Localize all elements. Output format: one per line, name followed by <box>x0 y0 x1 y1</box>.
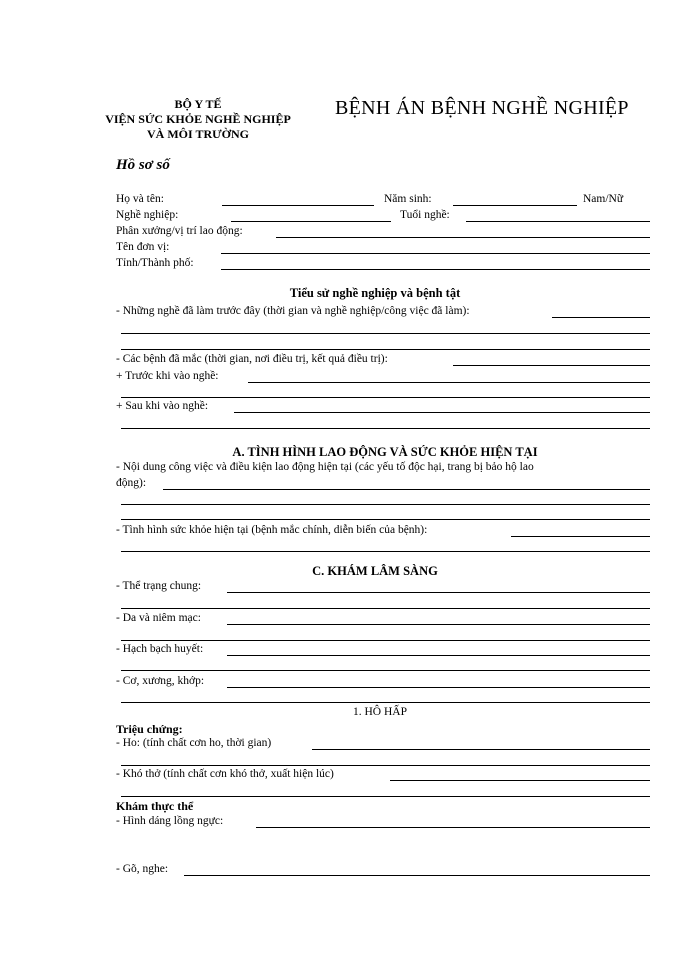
current-health-field[interactable] <box>511 536 650 537</box>
work-content-field[interactable] <box>163 489 650 490</box>
org-line-1: BỘ Y TẾ <box>174 97 222 111</box>
history-heading: Tiểu sử nghề nghiệp và bệnh tật <box>289 286 461 300</box>
name-field[interactable] <box>222 205 374 206</box>
unit-label: Tên đơn vị: <box>116 241 170 253</box>
previous-diseases-label: - Các bệnh đã mắc (thời gian, nơi điều trị, kết quả điều trị): <box>116 353 388 365</box>
workshop-field[interactable] <box>276 237 650 238</box>
skin-mucosa-field[interactable] <box>227 624 650 625</box>
before-job-line-2[interactable] <box>121 397 650 398</box>
current-health-line-2[interactable] <box>121 551 650 552</box>
percussion-label: - Gõ, nghe: <box>116 863 169 875</box>
lymph-nodes-line-2[interactable] <box>121 670 650 671</box>
gender-label: Nam/Nữ <box>583 193 624 205</box>
skin-mucosa-line-2[interactable] <box>121 640 650 641</box>
general-condition-line-2[interactable] <box>121 608 650 609</box>
after-job-field[interactable] <box>234 412 650 413</box>
respiratory-heading: 1. HÔ HẤP <box>353 706 407 718</box>
general-condition-label: - Thể trạng chung: <box>116 580 202 592</box>
current-health-label: - Tình hình sức khỏe hiện tại (bệnh mắc chính, diễn biến của bệnh): <box>116 524 428 536</box>
after-job-label: + Sau khi vào nghề: <box>116 400 209 412</box>
lymph-nodes-label: - Hạch bạch huyết: <box>116 643 204 655</box>
before-job-label: + Trước khi vào nghề: <box>116 370 219 382</box>
previous-jobs-line-2[interactable] <box>121 333 650 334</box>
musculoskeletal-label: - Cơ, xương, khớp: <box>116 675 205 687</box>
province-label: Tỉnh/Thành phố: <box>116 257 194 269</box>
section-a-heading: A. TÌNH HÌNH LAO ĐỘNG VÀ SỨC KHỎE HIỆN TẠI <box>232 445 538 459</box>
section-c-heading: C. KHÁM LÂM SÀNG <box>312 564 438 578</box>
birth-year-field[interactable] <box>453 205 577 206</box>
org-line-2: VIỆN SỨC KHỎE NGHỀ NGHIỆP <box>105 112 291 126</box>
skin-mucosa-label: - Da và niêm mạc: <box>116 612 201 624</box>
chest-shape-label: - Hình dáng lồng ngực: <box>116 815 224 827</box>
dyspnea-label: - Khó thở (tính chất cơn khó thở, xuất hiện lúc) <box>116 768 334 780</box>
job-years-label: Tuổi nghề: <box>400 209 450 221</box>
general-condition-field[interactable] <box>227 592 650 593</box>
work-content-label-cont: động): <box>116 477 147 489</box>
page-title: BỆNH ÁN BỆNH NGHỀ NGHIỆP <box>335 97 629 119</box>
occupation-field[interactable] <box>231 221 391 222</box>
lymph-nodes-field[interactable] <box>227 655 650 656</box>
org-line-3: VÀ MÔI TRƯỜNG <box>147 127 249 141</box>
symptoms-label: Triệu chứng: <box>116 722 183 736</box>
musculoskeletal-line-2[interactable] <box>121 702 650 703</box>
physical-exam-label: Khám thực thể <box>116 799 194 813</box>
work-content-line-3[interactable] <box>121 519 650 520</box>
previous-jobs-line-3[interactable] <box>121 349 650 350</box>
after-job-line-2[interactable] <box>121 428 650 429</box>
cough-field[interactable] <box>312 749 650 750</box>
dyspnea-field[interactable] <box>390 780 650 781</box>
unit-field[interactable] <box>221 253 650 254</box>
dyspnea-line-2[interactable] <box>121 796 650 797</box>
work-content-label: - Nội dung công việc và điều kiện lao động hiện tại (các yếu tố độc hại, trang bị bảo hộ lao <box>116 461 534 473</box>
previous-jobs-label: - Những nghề đã làm trước đây (thời gian và nghề nghiệp/công việc đã làm): <box>116 305 470 317</box>
previous-diseases-field[interactable] <box>453 365 650 366</box>
occupation-label: Nghề nghiệp: <box>116 209 179 221</box>
percussion-field[interactable] <box>184 875 650 876</box>
birth-year-label: Năm sinh: <box>384 193 432 205</box>
cough-line-2[interactable] <box>121 765 650 766</box>
work-content-line-2[interactable] <box>121 504 650 505</box>
before-job-field[interactable] <box>248 382 650 383</box>
chest-shape-field[interactable] <box>256 827 650 828</box>
previous-jobs-field[interactable] <box>552 317 650 318</box>
province-field[interactable] <box>221 269 650 270</box>
workshop-label: Phân xưởng/vị trí lao động: <box>116 225 243 237</box>
name-label: Họ và tên: <box>116 193 164 205</box>
record-number-label: Hồ sơ số <box>116 157 170 173</box>
cough-label: - Ho: (tính chất cơn ho, thời gian) <box>116 737 272 749</box>
job-years-field[interactable] <box>466 221 650 222</box>
musculoskeletal-field[interactable] <box>227 687 650 688</box>
